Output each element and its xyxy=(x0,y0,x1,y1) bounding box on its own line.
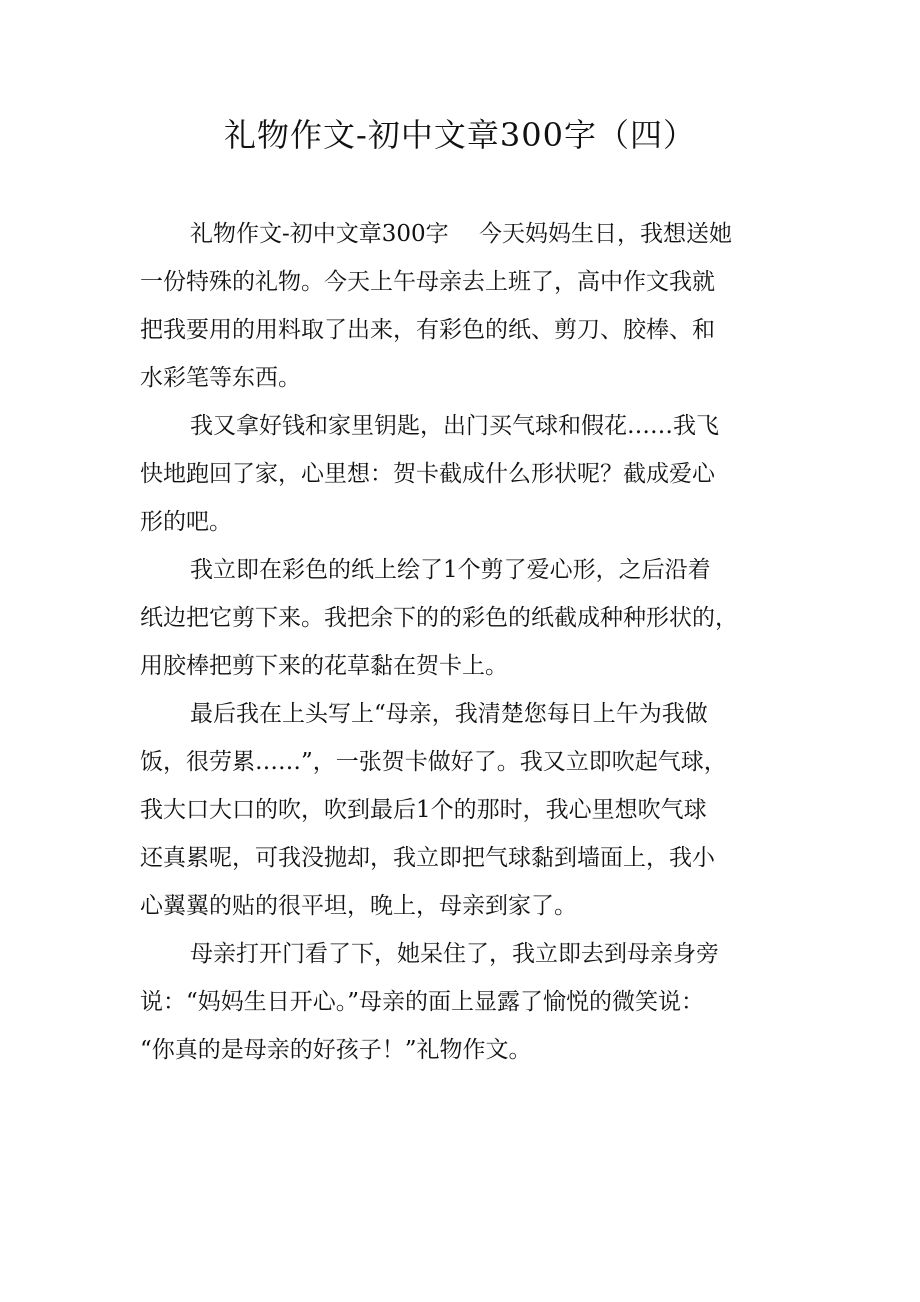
text-line: 把我要用的用料取了出来，有彩色的纸、剪刀、胶棒、和 xyxy=(140,317,715,343)
text-line: 我立即在彩色的纸上绘了1个剪了爱心形，之后沿着 xyxy=(190,557,711,583)
text-line: 还真累呢，可我没抛却，我立即把气球黏到墙面上，我小 xyxy=(140,845,715,871)
text-line: 我大口大口的吹，吹到最后1个的那时，我心里想吹气球 xyxy=(140,797,707,823)
text-line: 形的吧。 xyxy=(140,509,232,535)
text-line: 用胶棒把剪下来的花草黏在贺卡上。 xyxy=(140,653,508,679)
document-body xyxy=(140,210,780,1074)
text-line: 母亲打开门看了下，她呆住了，我立即去到母亲身旁 xyxy=(190,941,719,967)
text-line: “你真的是母亲的好孩子！”礼物作文。 xyxy=(140,1037,532,1063)
text-line: 礼物作文-初中文章300字 今天妈妈生日，我想送她 xyxy=(190,221,732,247)
paragraph-4 xyxy=(140,690,780,930)
text-line: 一份特殊的礼物。今天上午母亲去上班了，高中作文我就 xyxy=(140,269,715,295)
text-line: 纸边把它剪下来。我把余下的的彩色的纸截成种种形状的， xyxy=(140,605,738,631)
document-title: 礼物作文-初中文章300字（四） xyxy=(224,116,696,154)
text-line: 心翼翼的贴的很平坦，晚上，母亲到家了。 xyxy=(140,893,577,919)
text-line: 我又拿好钱和家里钥匙，出门买气球和假花……我飞 xyxy=(190,413,719,439)
paragraph-1 xyxy=(140,210,780,402)
text-line: 水彩笔等东西。 xyxy=(140,365,301,391)
paragraph-3 xyxy=(140,546,780,690)
text-line: 快地跑回了家，心里想：贺卡截成什么形状呢？截成爱心 xyxy=(140,461,715,487)
paragraph-5 xyxy=(140,930,780,1074)
text-line: 说：“妈妈生日开心。”母亲的面上显露了愉悦的微笑说： xyxy=(140,989,705,1015)
text-line: 饭，很劳累……”，一张贺卡做好了。我又立即吹起气球， xyxy=(140,749,727,775)
text-line: 最后我在上头写上“母亲，我清楚您每日上午为我做 xyxy=(190,701,708,727)
paragraph-2 xyxy=(140,402,780,546)
